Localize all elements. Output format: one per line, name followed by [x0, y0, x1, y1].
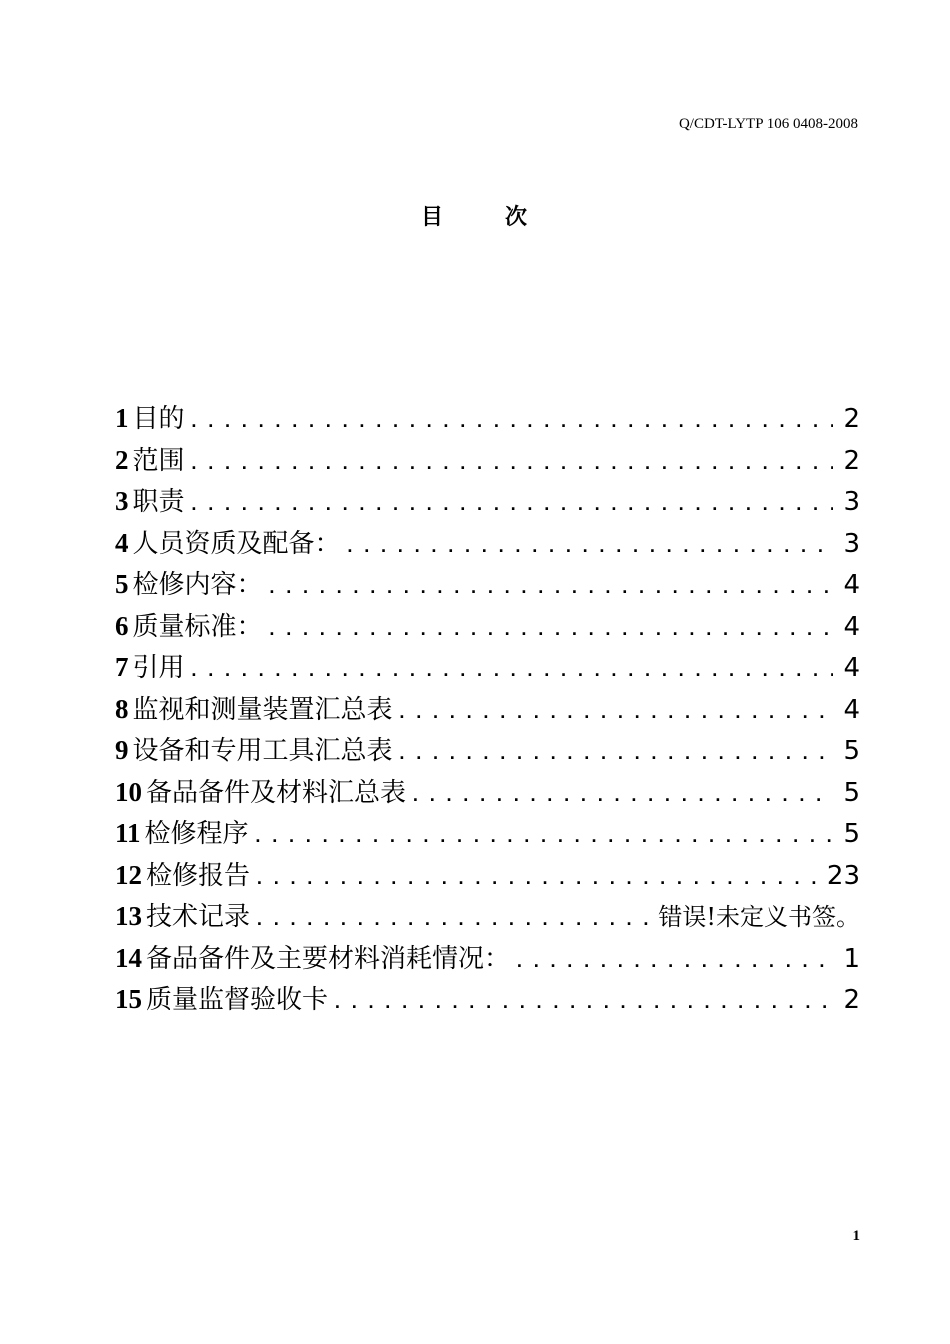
toc-entry-number: 7: [115, 652, 129, 682]
toc-entry-label: 备品备件及材料汇总表: [146, 777, 407, 808]
toc-entry[interactable]: [115, 896, 860, 938]
toc-entry-number: 10: [115, 776, 142, 807]
toc-entry-page: 3: [843, 487, 860, 517]
dot-leader: [189, 662, 834, 682]
dot-leader: [189, 413, 834, 433]
toc-entry[interactable]: [115, 813, 860, 855]
toc-entry-page: 5: [843, 819, 860, 849]
toc-entry[interactable]: [115, 772, 860, 814]
dot-leader: [254, 911, 648, 931]
dot-leader: [332, 994, 833, 1014]
dot-leader: [189, 496, 834, 516]
toc-entry-label: 检修内容：: [132, 570, 263, 600]
toc-entry-page: 2: [843, 985, 860, 1015]
dot-leader: [345, 538, 834, 558]
toc-entry[interactable]: [115, 647, 860, 689]
toc-entry-label: 人员资质及配备：: [132, 528, 341, 559]
toc-entry-label: 检修报告: [146, 860, 251, 891]
toc-entry-label: 设备和专用工具汇总表: [132, 736, 393, 766]
toc-entry[interactable]: [115, 938, 860, 980]
dot-leader: [254, 870, 817, 890]
toc-entry-page: 4: [843, 570, 860, 600]
toc-entry-number: 11: [115, 818, 141, 848]
toc-entry[interactable]: [115, 398, 860, 440]
table-of-contents: [115, 398, 860, 1021]
toc-entry-label: 检修程序: [144, 819, 249, 849]
toc-entry-page: 5: [843, 777, 860, 808]
toc-entry[interactable]: [115, 689, 860, 731]
dot-leader: [189, 455, 834, 475]
toc-entry-page: 2: [843, 445, 860, 476]
dot-leader: [410, 787, 833, 807]
toc-entry-number: 2: [115, 444, 129, 475]
toc-entry-label: 目的: [132, 404, 185, 434]
toc-entry-page: 1: [843, 943, 860, 974]
toc-entry-number: 4: [115, 527, 129, 558]
dot-leader: [267, 579, 834, 599]
toc-entry-label: 质量监督验收卡: [146, 985, 329, 1015]
toc-entry-number: 14: [115, 942, 142, 973]
toc-entry[interactable]: [115, 855, 860, 897]
dot-leader: [514, 953, 833, 973]
toc-entry-number: 9: [115, 735, 129, 765]
toc-entry-label: 监视和测量装置汇总表: [132, 694, 393, 725]
toc-entry[interactable]: [115, 481, 860, 523]
toc-entry-page: 3: [843, 528, 860, 559]
dot-leader: [397, 745, 834, 765]
toc-entry[interactable]: [115, 440, 860, 482]
toc-entry-number: 5: [115, 569, 129, 599]
toc-entry-number: 6: [115, 610, 129, 641]
toc-entry-page: 4: [843, 694, 860, 725]
toc-entry[interactable]: [115, 979, 860, 1021]
toc-entry-number: 1: [115, 403, 129, 433]
page-number: 1: [852, 1228, 860, 1244]
toc-entry[interactable]: [115, 523, 860, 565]
toc-entry-page: 4: [843, 653, 860, 683]
toc-entry-number: 8: [115, 693, 129, 724]
dot-leader: [267, 621, 834, 641]
toc-entry-page: 23: [826, 860, 860, 891]
toc-entry-page: 错误!未定义书签。: [658, 903, 860, 931]
toc-entry-page: 5: [843, 736, 860, 766]
toc-entry[interactable]: [115, 730, 860, 772]
toc-entry-label: 备品备件及主要材料消耗情况：: [146, 943, 511, 974]
toc-entry[interactable]: [115, 606, 860, 648]
toc-entry-number: 15: [115, 984, 142, 1014]
toc-entry-page: 2: [843, 404, 860, 434]
toc-entry-label: 范围: [132, 445, 185, 476]
toc-entry-number: 3: [115, 486, 129, 516]
toc-entry-number: 13: [115, 901, 142, 931]
toc-entry-label: 质量标准：: [132, 611, 263, 642]
toc-entry-label: 职责: [132, 487, 185, 517]
dot-leader: [253, 828, 834, 848]
toc-entry-page: 4: [843, 611, 860, 642]
toc-entry[interactable]: [115, 564, 860, 606]
toc-entry-number: 12: [115, 859, 142, 890]
toc-title: 目次: [420, 205, 589, 230]
toc-entry-label: 技术记录: [146, 902, 251, 932]
toc-entry-label: 引用: [132, 653, 185, 683]
dot-leader: [397, 704, 834, 724]
document-code: Q/CDT-LYTP 106 0408-2008: [678, 116, 858, 132]
